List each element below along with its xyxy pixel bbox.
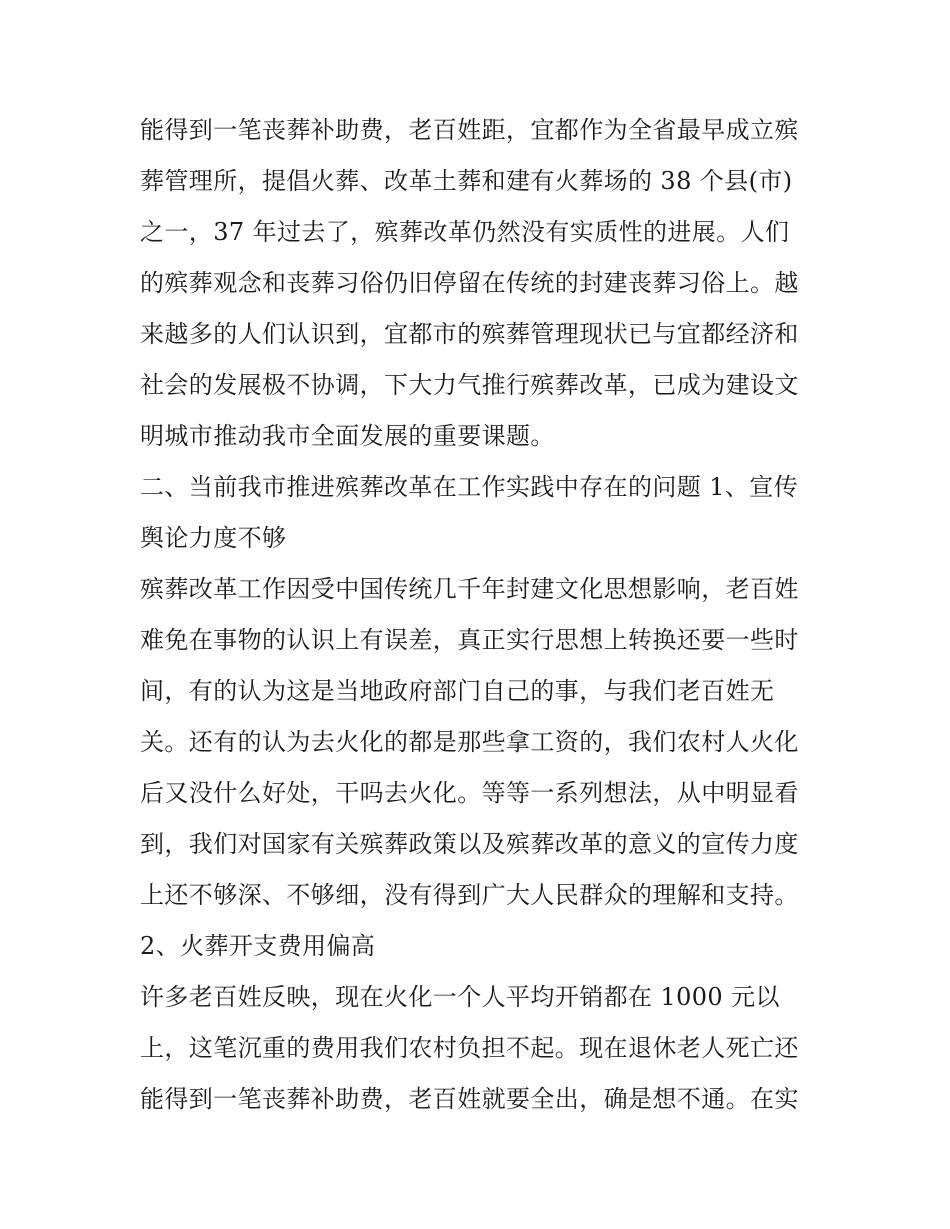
text-line: 上，这笔沉重的费用我们农村负担不起。现在退休老人死亡还	[140, 1034, 799, 1062]
text-line: 葬管理所，提倡火葬、改革土葬和建有火葬场的 38 个县(市)	[140, 167, 793, 195]
text-line: 间，有的认为这是当地政府部门自己的事，与我们老百姓无	[140, 677, 775, 705]
text-line: 的殡葬观念和丧葬习俗仍旧停留在传统的封建丧葬习俗上。越	[140, 269, 799, 297]
text-line: 能得到一笔丧葬补助费，老百姓距，宜都作为全省最早成立殡	[140, 116, 799, 144]
text-line: 能得到一笔丧葬补助费，老百姓就要全出，确是想不通。在实	[140, 1085, 799, 1113]
text-line: 来越多的人们认识到，宜都市的殡葬管理现状已与宜都经济和	[140, 320, 799, 348]
section-heading: 舆论力度不够	[140, 524, 287, 552]
text-line: 难免在事物的认识上有误差，真正实行思想上转换还要一些时	[140, 626, 799, 654]
text-line: 许多老百姓反映，现在火化一个人平均开销都在 1000 元以	[140, 983, 780, 1011]
text-line: 社会的发展极不协调，下大力气推行殡葬改革，已成为建设文	[140, 371, 799, 399]
text-line: 殡葬改革工作因受中国传统几千年封建文化思想影响，老百姓	[140, 575, 799, 603]
text-line: 关。还有的认为去火化的都是那些拿工资的，我们农村人火化	[140, 728, 799, 756]
text-line: 之一，37 年过去了，殡葬改革仍然没有实质性的进展。人们	[140, 218, 790, 246]
text-line: 上还不够深、不够细，没有得到广大人民群众的理解和支持。	[140, 881, 799, 909]
section-heading: 2、火葬开支费用偏高	[140, 932, 376, 960]
text-line: 后又没什么好处，干吗去火化。等等一系列想法，从中明显看	[140, 779, 799, 807]
section-heading: 二、当前我市推进殡葬改革在工作实践中存在的问题 1、宣传	[140, 473, 799, 501]
text-line: 明城市推动我市全面发展的重要课题。	[140, 422, 555, 450]
text-line: 到，我们对国家有关殡葬政策以及殡葬改革的意义的宣传力度	[140, 830, 799, 858]
